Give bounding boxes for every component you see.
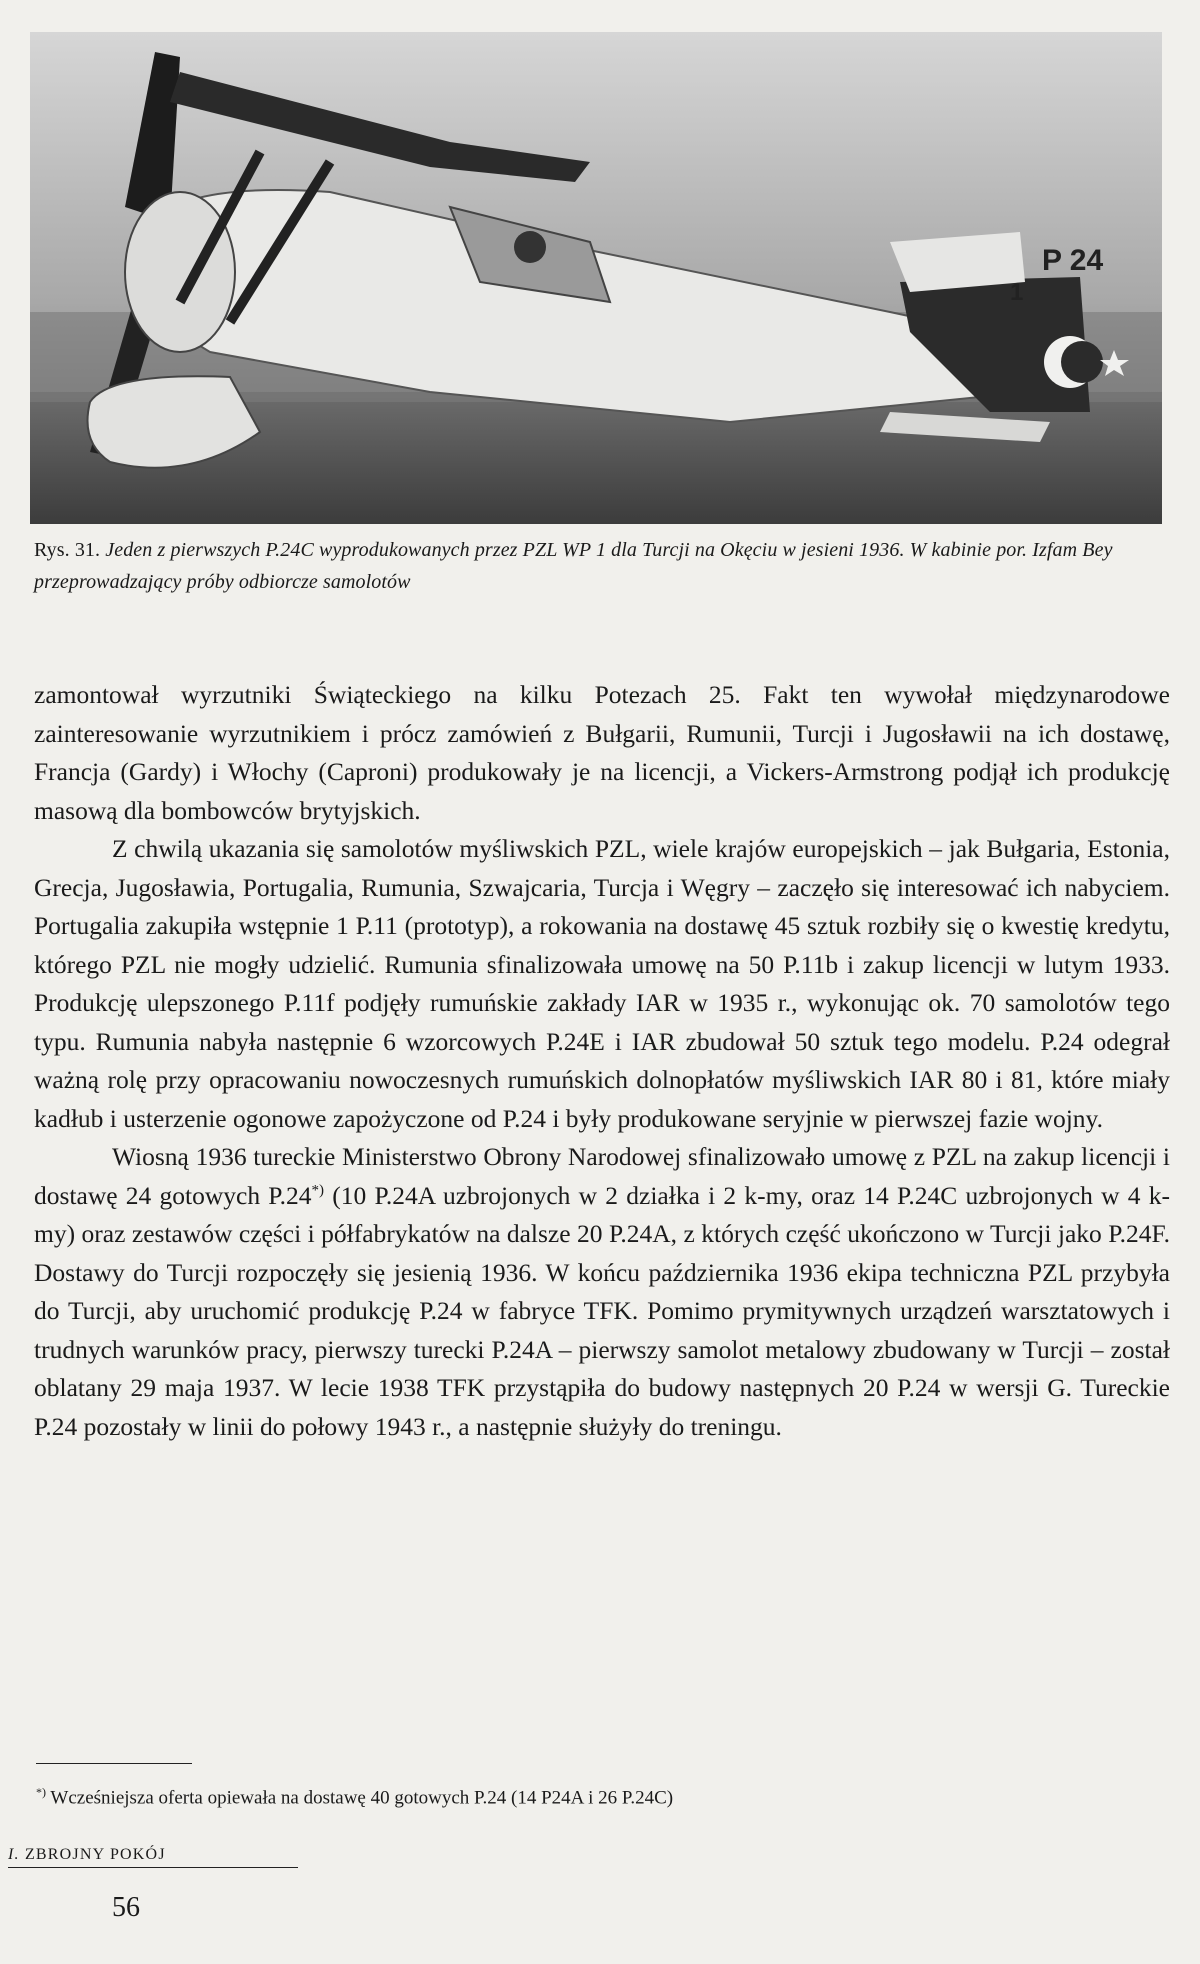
figure-caption bbox=[34, 534, 1174, 598]
paragraph-3-end: (10 P.24A uzbrojonych w 2 działka i 2 k-my, oraz 14 P.24C uzbrojonych w 4 k-my) oraz zestawów części i półfabrykatów na dalsze 20 P.24A, z których część ukończono w Turcji jako P.24F. Dostawy do Turcji rozpoczęły się jesienią 1936. W końcu października 1936 ekipa techniczna PZL przybyła do Turcji, aby uruchomić produkcję P.24 w fabryce TFK. Pomimo prymitywnych urządzeń warsztatowych i trudnych warunków pracy, pierwszy turecki P.24A – pierwszy samolot metalowy zbudowany w Turcji – został oblatany 29 maja 1937. W lecie 1938 TFK przystąpiła do budowy następnych 20 P.24 w wersji G. Tureckie P.24 pozostały w linii do połowy 1943 r., a następnie służyły do treningu. bbox=[34, 1180, 1171, 1441]
section-label bbox=[8, 1846, 298, 1868]
tail-number: 1 bbox=[1010, 279, 1024, 306]
footnote bbox=[36, 1778, 1166, 1812]
footnote-divider bbox=[36, 1763, 192, 1764]
aircraft-photo bbox=[30, 32, 1162, 524]
crescent-cutout bbox=[1061, 341, 1103, 383]
paragraph-3-start: Wiosną 1936 tureckie Ministerstwo Obrony Narodowej sfinalizowało umowę z PZL na zakup licencji i dostawę 24 gotowych P.24 bbox=[34, 1142, 1170, 1210]
engine-cowling bbox=[125, 192, 235, 352]
paragraph-2: Z chwilą ukazania się samolotów myśliwskich PZL, wiele krajów europejskich – jak Bułgaria, Estonia, Grecja, Jugosławia, Portugalia, Rumunia, Szwajcaria, Turcja i Węgry – zaczęło się interesować ich nabyciem. Portugalia zakupiła wstępnie 1 P.11 (prototyp), a rokowania na dostawę 45 sztuk rozbiły się o kwestię kredytu, którego PZL nie mogły udzielić. Rumunia sfinalizowała umowę na 50 P.11b i zakup licencji w lutym 1933. Produkcję ulepszonego P.11f podjęły rumuńskie zakłady IAR w 1935 r., wykonując ok. 70 samolotów tego typu. Rumunia nabyła następnie 6 wzorcowych P.24E i IAR zbudował 50 sztuk tego modelu. P.24 odegrał ważną rolę przy opracowaniu nowoczesnych rumuńskich dolnopłatów myśliwskich IAR 80 i 81, które miały kadłub i usterzenie ogonowe zapożyczone od P.24 i były produkowane seryjnie w pierwszej fazie wojny. bbox=[34, 834, 1170, 1133]
main-text bbox=[34, 676, 1170, 1446]
aircraft-illustration bbox=[30, 32, 1162, 524]
figure-caption-label: Rys. 31. bbox=[34, 539, 101, 561]
footnote-reference[interactable]: *) bbox=[311, 1182, 325, 1198]
tail-marking: P 24 bbox=[1042, 244, 1104, 277]
figure-caption-text: Jeden z pierwszych P.24C wyprodukowanych przez PZL WP 1 dla Turcji na Okęciu w jesieni 1936. W kabinie por. Izfam Bey przeprowadzający próby odbiorcze samolotów bbox=[34, 539, 1113, 593]
section-number: I. bbox=[8, 1846, 20, 1863]
footnote-mark: *) bbox=[36, 1785, 46, 1799]
paragraph-3 bbox=[34, 1138, 1170, 1446]
footnote-text: Wcześniejsza oferta opiewała na dostawę 40 gotowych P.24 (14 P24A i 26 P.24C) bbox=[50, 1787, 674, 1809]
tail-fin-top bbox=[890, 232, 1025, 292]
pilot-head bbox=[514, 231, 546, 263]
paragraph-1: zamontował wyrzutniki Świąteckiego na kilku Potezach 25. Fakt ten wywołał międzynarodowe zainteresowanie wyrzutnikiem i prócz zamówień z Bułgarii, Rumunii, Turcji i Jugosławii na ich dostawę, Francja (Gardy) i Włochy (Caproni) produkowały je na licencji, a Vickers-Armstrong podjął ich produkcję masową dla bombowców brytyjskich. bbox=[34, 680, 1170, 825]
section-title: ZBROJNY POKÓJ bbox=[24, 1846, 166, 1863]
page-number: 56 bbox=[112, 1892, 140, 1923]
